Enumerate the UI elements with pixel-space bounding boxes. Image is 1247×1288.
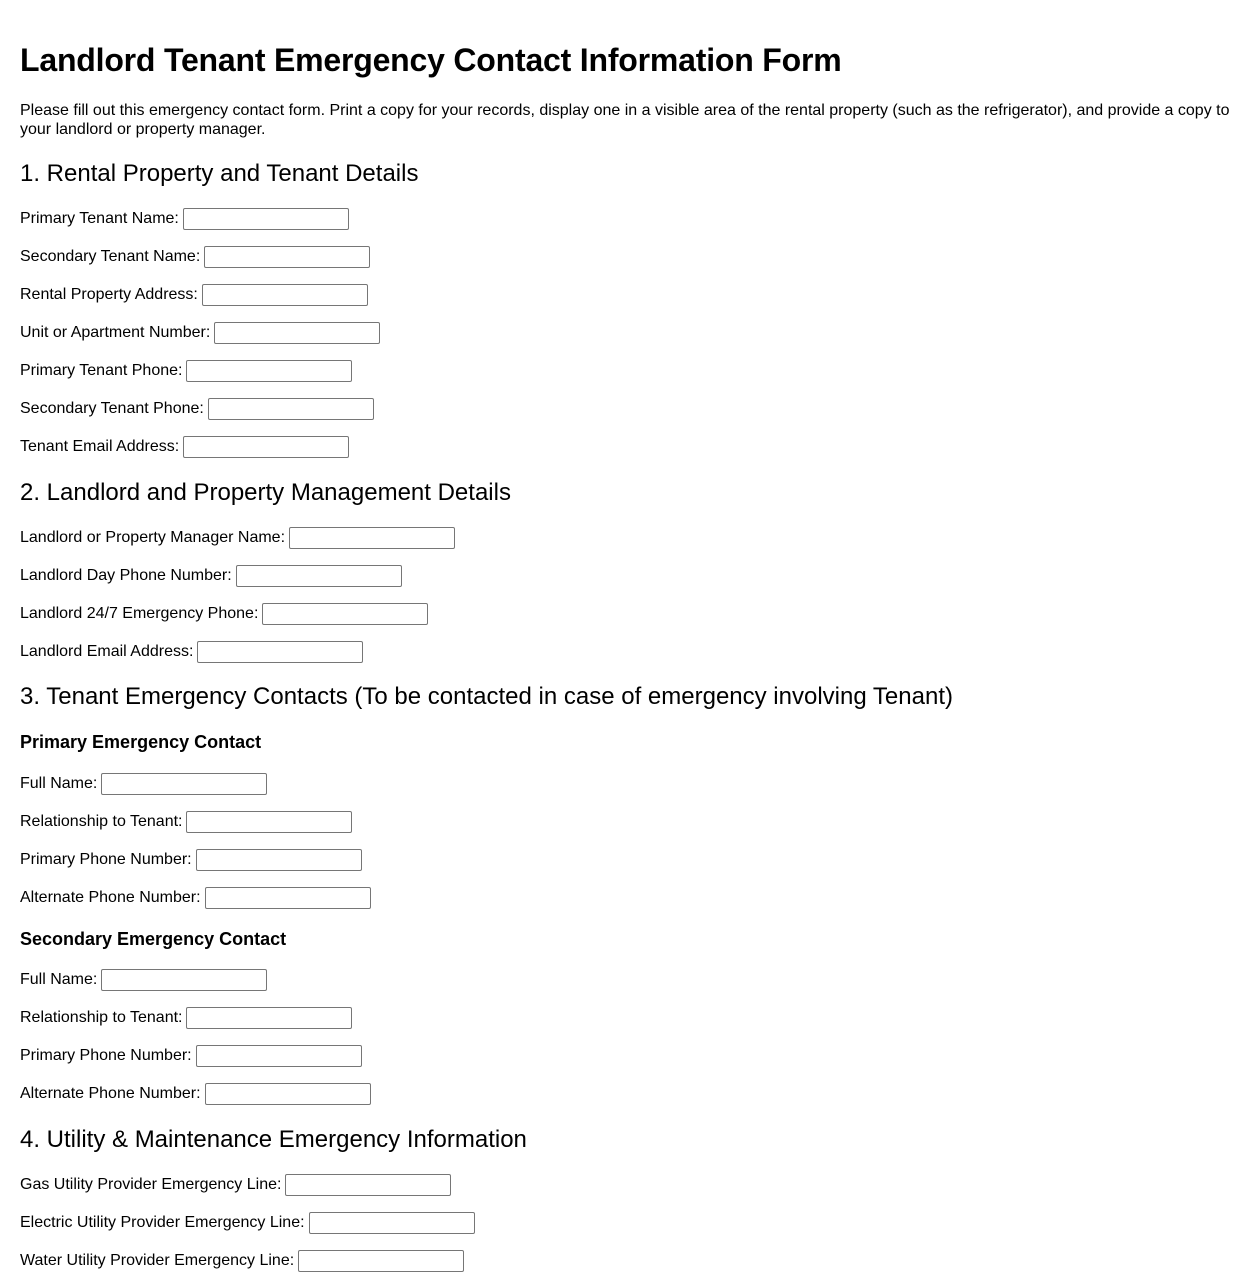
field-label: Primary Phone Number: bbox=[20, 1047, 192, 1064]
water-utility-emergency-input[interactable] bbox=[298, 1250, 464, 1272]
electric-utility-row bbox=[20, 1211, 475, 1235]
field-label: Secondary Tenant Phone: bbox=[20, 400, 204, 417]
gas-utility-emergency-input[interactable] bbox=[285, 1174, 451, 1196]
landlord-email-row bbox=[20, 640, 363, 664]
unit-number-input[interactable] bbox=[214, 322, 380, 344]
landlord-emergency-phone-input[interactable] bbox=[262, 603, 428, 625]
field-label: Alternate Phone Number: bbox=[20, 889, 201, 906]
rental-property-address-row bbox=[20, 283, 368, 307]
secondary-contact-full-name-input[interactable] bbox=[101, 969, 267, 991]
secondary-tenant-name-input[interactable] bbox=[204, 246, 370, 268]
secondary-tenant-phone-input[interactable] bbox=[208, 398, 374, 420]
field-label: Landlord or Property Manager Name: bbox=[20, 529, 286, 546]
secondary-contact-phone-input[interactable] bbox=[196, 1045, 362, 1067]
primary-contact-alt-phone-input[interactable] bbox=[205, 887, 371, 909]
secondary-contact-relationship-input[interactable] bbox=[186, 1007, 352, 1029]
field-label: Landlord 24/7 Emergency Phone: bbox=[20, 605, 259, 622]
section-heading-landlord: 2. Landlord and Property Management Details bbox=[20, 479, 511, 506]
primary-contact-full-name-input[interactable] bbox=[101, 773, 267, 795]
field-label: Alternate Phone Number: bbox=[20, 1085, 201, 1102]
rental-property-address-input[interactable] bbox=[202, 284, 368, 306]
primary-tenant-name-input[interactable] bbox=[183, 208, 349, 230]
landlord-day-phone-row bbox=[20, 564, 402, 588]
secondary-emergency-contact-heading: Secondary Emergency Contact bbox=[20, 929, 287, 949]
secondary-tenant-phone-row bbox=[20, 397, 374, 421]
landlord-name-input[interactable] bbox=[289, 527, 455, 549]
primary-contact-relationship-input[interactable] bbox=[186, 811, 352, 833]
field-label: Relationship to Tenant: bbox=[20, 1009, 183, 1026]
section-heading-rental-property: 1. Rental Property and Tenant Details bbox=[20, 160, 419, 187]
field-label: Secondary Tenant Name: bbox=[20, 248, 201, 265]
gas-utility-row bbox=[20, 1173, 451, 1197]
section-heading-emergency-contacts: 3. Tenant Emergency Contacts (To be contacted in case of emergency involving Tenant) bbox=[20, 683, 953, 710]
landlord-email-input[interactable] bbox=[197, 641, 363, 663]
secondary-contact-phone-row bbox=[20, 1044, 362, 1068]
primary-tenant-name-row bbox=[20, 207, 349, 231]
field-label: Water Utility Provider Emergency Line: bbox=[20, 1252, 295, 1269]
field-label: Landlord Day Phone Number: bbox=[20, 567, 232, 584]
field-label: Electric Utility Provider Emergency Line: bbox=[20, 1214, 305, 1231]
primary-contact-full-name-row bbox=[20, 772, 267, 796]
primary-tenant-phone-row bbox=[20, 359, 352, 383]
field-label: Relationship to Tenant: bbox=[20, 813, 183, 830]
electric-utility-emergency-input[interactable] bbox=[309, 1212, 475, 1234]
field-label: Primary Tenant Name: bbox=[20, 210, 179, 227]
field-label: Rental Property Address: bbox=[20, 286, 198, 303]
field-label: Full Name: bbox=[20, 775, 98, 792]
secondary-contact-alt-phone-input[interactable] bbox=[205, 1083, 371, 1105]
secondary-contact-full-name-row bbox=[20, 968, 267, 992]
primary-contact-phone-row bbox=[20, 848, 362, 872]
secondary-tenant-name-row bbox=[20, 245, 370, 269]
landlord-emergency-phone-row bbox=[20, 602, 428, 626]
landlord-name-row bbox=[20, 526, 455, 550]
section-heading-utility: 4. Utility & Maintenance Emergency Information bbox=[20, 1126, 527, 1153]
form-instructions: Please fill out this emergency contact form. Print a copy for your records, display one in a visible area of the rental property (such as the refrigerator), and provide a copy to your landlord or property manager. bbox=[20, 102, 1230, 138]
primary-contact-phone-input[interactable] bbox=[196, 849, 362, 871]
secondary-contact-alt-phone-row bbox=[20, 1082, 371, 1106]
field-label: Tenant Email Address: bbox=[20, 438, 180, 455]
water-utility-row bbox=[20, 1249, 464, 1273]
primary-tenant-phone-input[interactable] bbox=[186, 360, 352, 382]
field-label: Unit or Apartment Number: bbox=[20, 324, 211, 341]
unit-number-row bbox=[20, 321, 380, 345]
page-title: Landlord Tenant Emergency Contact Information Form bbox=[20, 42, 842, 78]
primary-emergency-contact-heading: Primary Emergency Contact bbox=[20, 732, 262, 752]
landlord-day-phone-input[interactable] bbox=[236, 565, 402, 587]
field-label: Full Name: bbox=[20, 971, 98, 988]
primary-contact-alt-phone-row bbox=[20, 886, 371, 910]
field-label: Primary Phone Number: bbox=[20, 851, 192, 868]
field-label: Landlord Email Address: bbox=[20, 643, 194, 660]
field-label: Primary Tenant Phone: bbox=[20, 362, 183, 379]
tenant-email-row bbox=[20, 435, 349, 459]
primary-contact-relationship-row bbox=[20, 810, 352, 834]
secondary-contact-relationship-row bbox=[20, 1006, 352, 1030]
tenant-email-input[interactable] bbox=[183, 436, 349, 458]
field-label: Gas Utility Provider Emergency Line: bbox=[20, 1176, 282, 1193]
